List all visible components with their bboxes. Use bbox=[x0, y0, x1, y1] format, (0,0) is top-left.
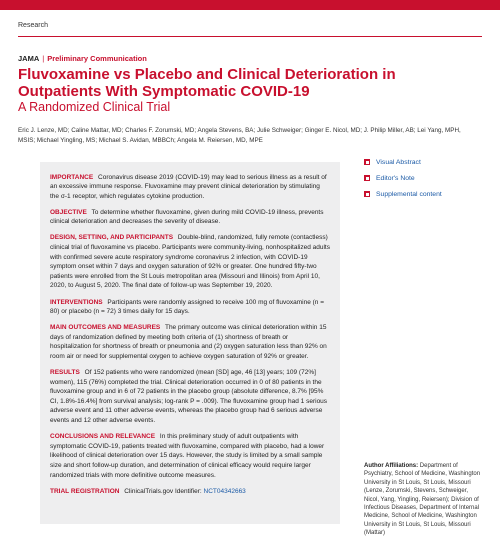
article-subtitle: A Randomized Clinical Trial bbox=[18, 100, 171, 114]
supplemental-content-label: Supplemental content bbox=[376, 190, 442, 198]
supplemental-content-link[interactable] bbox=[364, 187, 484, 201]
abstract-box bbox=[40, 162, 340, 524]
affiliations-label: Author Affiliations: bbox=[364, 463, 419, 469]
supplemental-content-icon bbox=[364, 191, 370, 197]
journal-separator: | bbox=[42, 54, 45, 63]
article-title: Fluvoxamine vs Placebo and Clinical Deterioration in Outpatients With Symptomatic COVID-19 bbox=[18, 66, 396, 100]
editors-note-link[interactable] bbox=[364, 171, 484, 185]
registration-label: TRIAL REGISTRATION bbox=[50, 487, 120, 495]
importance-text: Coronavirus disease 2019 (COVID-19) may lead to serious illness as a result of an excessive immune response. Fluvoxamine may prevent clinical deterioration by stimulating the σ-1 receptor, which regulates cytokine production. bbox=[50, 173, 327, 200]
journal-name: JAMA bbox=[18, 54, 40, 63]
abstract-interventions bbox=[50, 298, 330, 317]
author-affiliations bbox=[364, 462, 484, 537]
importance-label: IMPORTANCE bbox=[50, 173, 94, 181]
visual-abstract-label: Visual Abstract bbox=[376, 158, 421, 166]
outcomes-label: MAIN OUTCOMES AND MEASURES bbox=[50, 324, 161, 332]
conclusions-text: In this preliminary study of adult outpatients with symptomatic COVID-19, patients treated with fluvoxamine, compared with placebo, had a lower likelihood of clinical deterioration over 15 days. However, the study is limited by a small sample size and short follow-up duration, and determination of clinical efficacy would require larger randomized trials with more definitive outcome measures. bbox=[50, 433, 325, 479]
interventions-text: Participants were randomly assigned to receive 100 mg of fluvoxamine (n = 80) or placebo (n = 72) 3 times daily for 15 days. bbox=[50, 298, 325, 316]
editors-note-icon bbox=[364, 175, 370, 181]
design-text: Double-blind, randomized, fully remote (contactless) clinical trial of fluvoxamine vs placebo. Participants were community-living, nonhospitalized adults with confirmed severe acute respiratory syndrome coronavirus 2 infection, with COVID-19 symptom onset within 7 days and oxygen saturation of 92% or greater. One hundred fifty-two patients were enrolled from the St Louis metropolitan area (Missouri and Illinois) from April 10, 2020, to August 5, 2020. The final date of follow-up was September 19, 2020. bbox=[50, 234, 330, 290]
design-label: DESIGN, SETTING, AND PARTICIPANTS bbox=[50, 234, 174, 242]
outcomes-text: The primary outcome was clinical deterioration within 15 days of randomization defined by meeting both criteria of (1) shortness of breath or hospitalization for shortness of breath or pneumonia and (2) oxygen saturation less than 92% on room air or need for supplemental oxygen to achieve oxygen saturation of 92% or greater. bbox=[50, 324, 327, 360]
abstract-outcomes bbox=[50, 323, 330, 361]
registration-text: ClinicalTrials.gov Identifier: bbox=[124, 487, 202, 495]
interventions-label: INTERVENTIONS bbox=[50, 298, 103, 306]
editors-note-label: Editor's Note bbox=[376, 174, 415, 182]
author-list: Eric J. Lenze, MD; Caline Mattar, MD; Charles F. Zorumski, MD; Angela Stevens, BA; Julie Schweiger; Ginger E. Nicol, MD; J. Philip Miller, AB; Lei Yang, MPH, MSIS; Michael Yingling, MS; Michael S. Avidan, MBBCh; Angela M. Reiersen, MD, MPE bbox=[18, 127, 461, 144]
conclusions-label: CONCLUSIONS AND RELEVANCE bbox=[50, 433, 156, 441]
abstract-registration bbox=[50, 487, 330, 497]
abstract-design bbox=[50, 233, 330, 291]
objective-label: OBJECTIVE bbox=[50, 208, 87, 216]
affiliations-text: Department of Psychiatry, School of Medicine, Washington University in St Louis, St Louis, Missouri (Lenze, Zorumski, Stevens, Schweiger, Nicol, Yang, Yingling, Reiersen); Division of Infectious Diseases, Department of Internal Medicine, School of Medicine, Washington University in St Louis, St Louis, Missouri (Mattar) bbox=[364, 463, 481, 537]
journal-line bbox=[18, 54, 147, 63]
abstract-objective bbox=[50, 208, 330, 227]
abstract-results bbox=[50, 368, 330, 426]
registration-link[interactable]: NCT04342663 bbox=[203, 487, 246, 495]
abstract-conclusions bbox=[50, 432, 330, 480]
article-category: Preliminary Communication bbox=[47, 54, 147, 63]
objective-text: To determine whether fluvoxamine, given during mild COVID-19 illness, prevents clinical deterioration and decreases the severity of disease. bbox=[50, 208, 324, 226]
visual-abstract-icon bbox=[364, 159, 370, 165]
results-text: Of 152 patients who were randomized (mean [SD] age, 46 [13] years; 109 (72%] women), 115 (76%) completed the trial. Clinical deterioration occurred in 0 of 80 patients in the fluvoxamine group and in 6 of 72 patients in the placebo group (absolute difference, 8.7% [95% CI, 1.8%-16.4%] from survival analysis; log-rank P = .009). The fluvoxamine group had 1 serious adverse event and 11 other adverse events, whereas the placebo group had 6 serious adverse events and 12 other adverse events. bbox=[50, 369, 328, 425]
abstract-importance bbox=[50, 173, 330, 202]
header-divider bbox=[18, 36, 482, 37]
top-accent-bar bbox=[0, 0, 500, 10]
results-label: RESULTS bbox=[50, 369, 80, 377]
visual-abstract-link[interactable] bbox=[364, 155, 484, 169]
section-label: Research bbox=[18, 22, 48, 29]
sidebar-links bbox=[364, 155, 484, 203]
